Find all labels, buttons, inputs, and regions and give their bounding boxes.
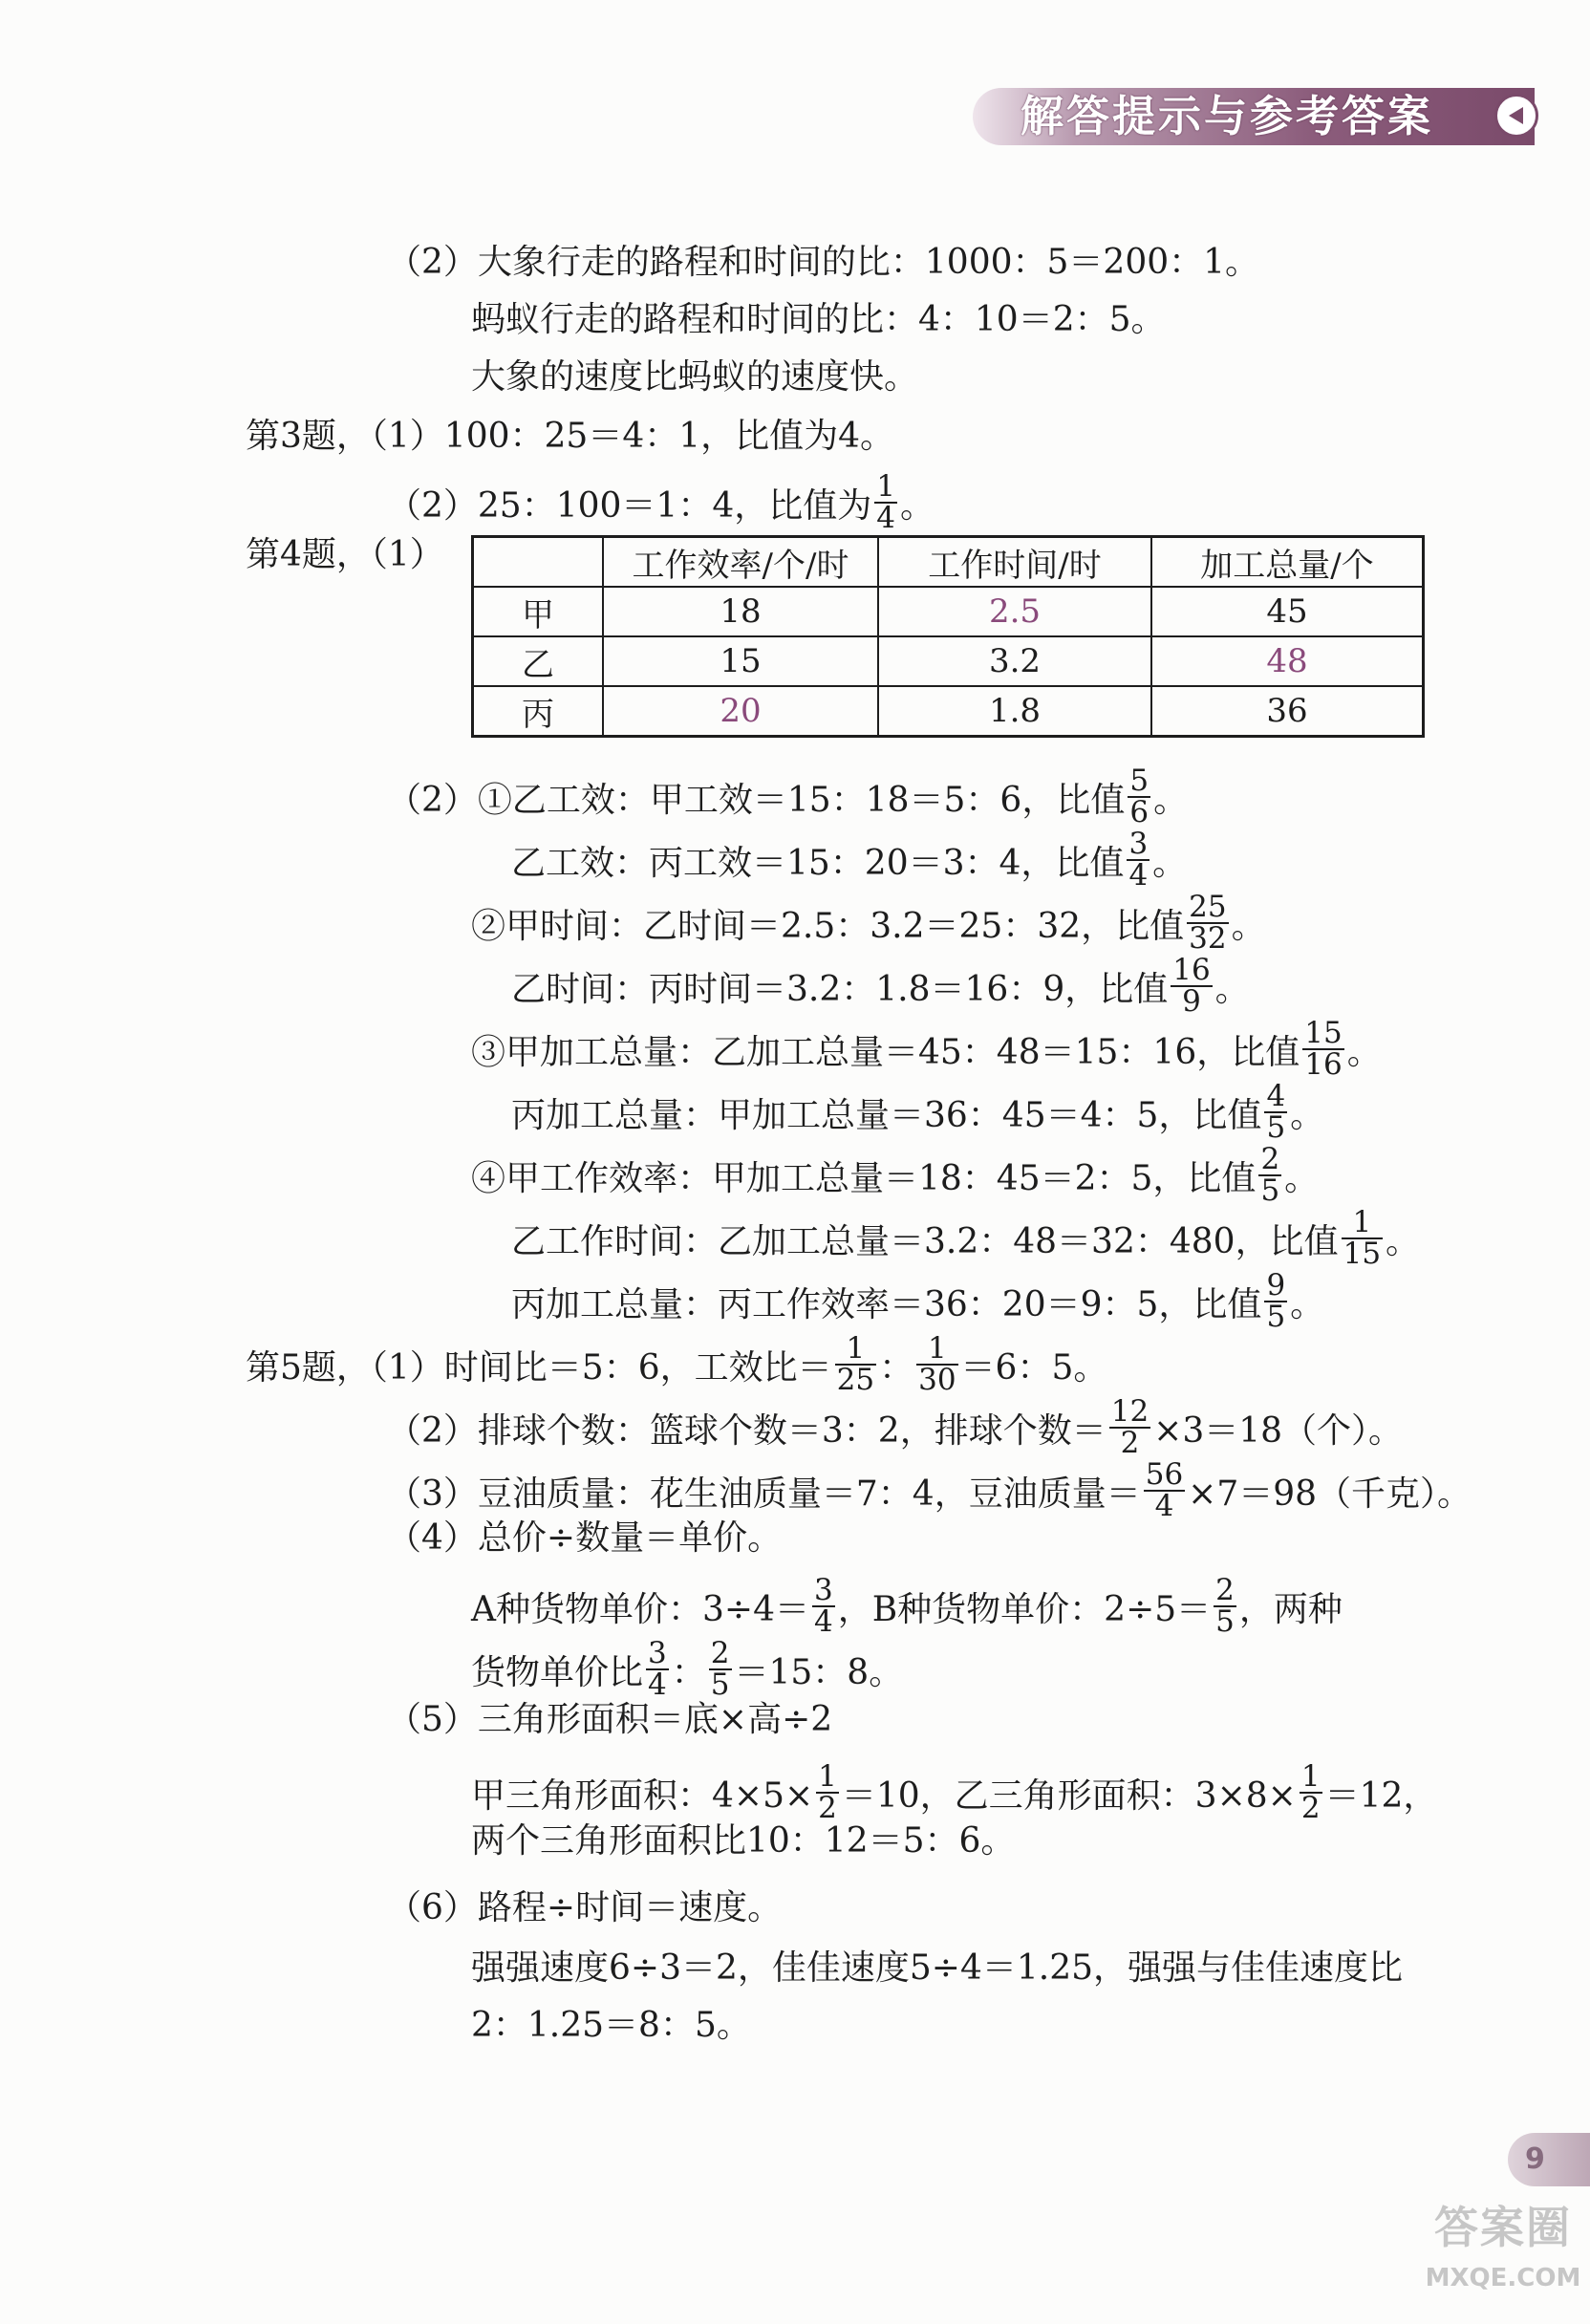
fraction: $\frac{1}{15}$ — [1343, 1205, 1382, 1271]
answer-line: A种货物单价：3÷4＝ $\frac{3}{4}$ ，B种货物单价：2÷5＝ $\frac{2}{5}$ ，两种 — [471, 1573, 1343, 1639]
row-label: 乙 — [473, 636, 604, 686]
table-cell: 48 — [1151, 636, 1424, 686]
table-header-cell: 工作时间/时 — [878, 537, 1151, 588]
fraction: $\frac{1}{2}$ — [1300, 1759, 1321, 1825]
fraction: $\frac{3}{4}$ — [813, 1573, 833, 1639]
answer-line: ④甲工作效率：甲加工总量＝18：45＝2：5，比值 $\frac{2}{5}$ 。 — [471, 1142, 1320, 1208]
fraction: $\frac{2}{5}$ — [1260, 1142, 1280, 1208]
fraction: $\frac{2}{5}$ — [710, 1636, 730, 1702]
table-row — [473, 686, 1424, 737]
table-row — [473, 636, 1424, 686]
table-cell: 36 — [1151, 686, 1424, 737]
table-cell: 18 — [603, 587, 878, 636]
watermark-url: MXQE.COM — [1425, 2264, 1581, 2292]
answer-line: 乙工作时间：乙加工总量＝3.2：48＝32：480，比值 $\frac{1}{15}$ 。 — [511, 1205, 1421, 1271]
fraction: $\frac{9}{5}$ — [1266, 1268, 1286, 1334]
answer-line: 蚂蚁行走的路程和时间的比：4：10＝2：5。 — [471, 300, 1166, 339]
table-cell: 45 — [1151, 587, 1424, 636]
table-cell: 3.2 — [878, 636, 1151, 686]
answer-line: 强强速度6÷3＝2，佳佳速度5÷4＝1.25，强强与佳佳速度比 — [471, 1948, 1404, 1988]
watermark — [1422, 2196, 1584, 2314]
answer-line: 第4题，（1） — [246, 535, 444, 574]
answer-line: （2）①乙工效：甲工效＝15：18＝5：6，比值 $\frac{5}{6}$ 。 — [387, 764, 1189, 829]
fraction: $\frac{16}{9}$ — [1172, 953, 1211, 1019]
answer-line: （5）三角形面积＝底×高÷2 — [387, 1700, 833, 1739]
fraction: $\frac{1}{4}$ — [876, 469, 895, 535]
answer-line: 第5题，（1）时间比＝5：6，工效比＝ $\frac{1}{25}$ ： $\frac{1}{30}$ ＝6：5。 — [246, 1331, 1108, 1397]
fraction: $\frac{4}{5}$ — [1266, 1079, 1286, 1145]
answer-line: （2）排球个数：篮球个数＝3：2，排球个数＝ $\frac{12}{2}$ ×3＝18（个）。 — [387, 1394, 1404, 1460]
answer-line: （3）豆油质量：花生油质量＝7：4，豆油质量＝ $\frac{56}{4}$ ×7＝98（千克）。 — [387, 1457, 1472, 1523]
page-title: 解答提示与参考答案 — [1021, 91, 1434, 141]
answer-line: （2）25：100＝1：4，比值为 $\frac{1}{4}$ 。 — [387, 469, 935, 535]
fraction: $\frac{1}{25}$ — [836, 1331, 875, 1397]
table-header-cell — [473, 537, 604, 588]
answer-line: 甲三角形面积：4×5× $\frac{1}{2}$ ＝10，乙三角形面积：3×8× $\frac{1}{2}$ ＝12， — [471, 1759, 1438, 1825]
fraction: $\frac{1}{2}$ — [818, 1759, 837, 1825]
table-header-cell: 工作效率/个/时 — [603, 537, 878, 588]
fraction: $\frac{1}{30}$ — [918, 1331, 956, 1397]
answer-line: 乙时间：丙时间＝3.2：1.8＝16：9，比值 $\frac{16}{9}$ 。 — [511, 953, 1250, 1019]
watermark-logo: 答案圈 — [1434, 2202, 1572, 2253]
table-cell: 15 — [603, 636, 878, 686]
answer-line: 货物单价比 $\frac{3}{4}$ ： $\frac{2}{5}$ ＝15：8。 — [471, 1636, 904, 1702]
arrow-left-icon — [1494, 94, 1538, 138]
table-cell: 1.8 — [878, 686, 1151, 737]
answer-line: 2：1.25＝8：5。 — [471, 2006, 751, 2045]
answer-line: 两个三角形面积比10：12＝5：6。 — [471, 1821, 1016, 1861]
fraction: $\frac{3}{4}$ — [648, 1636, 667, 1702]
row-label: 甲 — [473, 587, 604, 636]
answer-line: （6）路程÷时间＝速度。 — [387, 1888, 783, 1927]
fraction: $\frac{3}{4}$ — [1128, 827, 1149, 893]
fraction: $\frac{2}{5}$ — [1215, 1573, 1235, 1639]
row-label: 丙 — [473, 686, 604, 737]
fraction: $\frac{56}{4}$ — [1145, 1457, 1184, 1523]
table-header-row — [473, 537, 1424, 588]
answer-line: ②甲时间：乙时间＝2.5：3.2＝25：32，比值 $\frac{25}{32}$ 。 — [471, 890, 1266, 956]
fraction: $\frac{12}{2}$ — [1110, 1394, 1150, 1460]
answer-line: 丙加工总量：甲加工总量＝36：45＝4：5，比值 $\frac{4}{5}$ 。 — [511, 1079, 1325, 1145]
data-table — [471, 535, 1425, 738]
table-cell: 20 — [603, 686, 878, 737]
page-number: 9 — [1508, 2133, 1590, 2186]
answer-line: （2）大象行走的路程和时间的比：1000：5＝200：1。 — [387, 243, 1260, 282]
table-cell: 2.5 — [878, 587, 1151, 636]
fraction: $\frac{5}{6}$ — [1129, 764, 1150, 829]
table-header-cell: 加工总量/个 — [1151, 537, 1424, 588]
answer-line: ③甲加工总量：乙加工总量＝45：48＝15：16，比值 $\frac{15}{16}$ 。 — [471, 1016, 1382, 1082]
fraction: $\frac{15}{16}$ — [1304, 1016, 1343, 1082]
table-row — [473, 587, 1424, 636]
answer-line: （4）总价÷数量＝单价。 — [387, 1518, 783, 1558]
answer-line: 第3题，（1）100：25＝4：1，比值为4。 — [246, 417, 895, 456]
answer-line: 大象的速度比蚂蚁的速度快。 — [471, 357, 919, 397]
answer-line: 丙加工总量：丙工作效率＝36：20＝9：5，比值 $\frac{9}{5}$ 。 — [511, 1268, 1325, 1334]
fraction: $\frac{25}{32}$ — [1189, 890, 1227, 956]
answer-line: 乙工效：丙工效＝15：20＝3：4，比值 $\frac{3}{4}$ 。 — [511, 827, 1188, 893]
